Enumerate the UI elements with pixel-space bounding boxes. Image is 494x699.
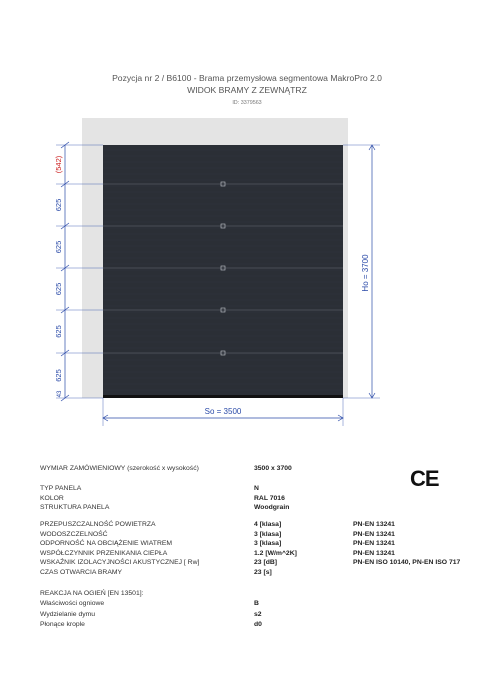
- segment-height-label: (542): [54, 155, 63, 174]
- view-subtitle: WIDOK BRAMY Z ZEWNĄTRZ: [187, 85, 307, 95]
- spec-norm: PN-EN 13241: [353, 521, 395, 528]
- spec-label: Płonące krople: [40, 621, 85, 628]
- spec-label: WSPÓŁCZYNNIK PRZENIKANIA CIEPŁA: [40, 549, 168, 557]
- ce-mark: CE: [410, 466, 439, 491]
- segment-height-label: 625: [54, 198, 63, 212]
- spec-label: WSKAŹNIK IZOLACYJNOŚCI AKUSTYCZNEJ [ Rw]: [40, 559, 200, 566]
- spec-value: 3 [klasa]: [254, 530, 282, 538]
- spec-label: CZAS OTWARCIA BRAMY: [40, 568, 123, 576]
- spec-norm: PN-EN 13241: [353, 530, 395, 538]
- gate-threshold: [103, 395, 343, 398]
- page-title: Pozycja nr 2 / B6100 - Brama przemysłowa segmentowa MakroPro 2.0: [112, 73, 382, 83]
- order-size-label: WYMIAR ZAMÓWIENIOWY (szerokość x wysokość): [40, 465, 199, 472]
- fire-title: REAKCJA NA OGIEŃ [EN 13501]:: [40, 590, 144, 597]
- spec-value: s2: [254, 610, 262, 618]
- spec-label: WODOSZCZELNOŚĆ: [40, 530, 108, 538]
- spec-label: TYP PANELA: [40, 485, 82, 492]
- spec-value: 1.2 [W/m^2K]: [254, 549, 297, 557]
- spec-value: 4 [klasa]: [254, 521, 282, 528]
- order-size-value: 3500 x 3700: [254, 465, 292, 472]
- spec-label: Wydzielanie dymu: [40, 610, 96, 618]
- spec-value: 3 [klasa]: [254, 540, 282, 547]
- segment-height-label: 625: [54, 240, 63, 254]
- spec-label: PRZEPUSZCZALNOŚĆ POWIETRZA: [40, 521, 156, 528]
- gate-panel: [103, 145, 343, 397]
- left-dimension-labels: [54, 155, 63, 397]
- document-id: ID: 3379563: [232, 100, 262, 106]
- bottom-dimension-label: 43: [57, 390, 63, 398]
- width-label: So = 3500: [204, 407, 242, 416]
- spec-value: d0: [254, 621, 262, 628]
- spec-norm: PN-EN 13241: [353, 540, 395, 547]
- spec-value: Woodgrain: [254, 504, 290, 511]
- spec-value: N: [254, 485, 259, 492]
- segment-height-label: 625: [54, 282, 63, 296]
- spec-norm: PN-EN ISO 10140, PN-EN ISO 717: [353, 559, 461, 566]
- segment-height-label: 625: [54, 325, 63, 338]
- spec-norm: PN-EN 13241: [353, 549, 395, 557]
- spec-value: 23 [dB]: [254, 559, 278, 566]
- spec-label: KOLOR: [40, 494, 64, 502]
- spec-label: STRUKTURA PANELA: [40, 504, 110, 511]
- spec-value: RAL 7016: [254, 494, 285, 502]
- spec-value: B: [254, 600, 259, 607]
- segment-height-label: 625: [54, 369, 63, 382]
- height-label: Ho = 3700: [361, 254, 370, 292]
- spec-label: ODPORNOŚĆ NA OBCIĄŻENIE WIATREM: [40, 540, 173, 547]
- spec-value: 23 [s]: [254, 568, 272, 576]
- spec-label: Właściwości ogniowe: [40, 600, 105, 607]
